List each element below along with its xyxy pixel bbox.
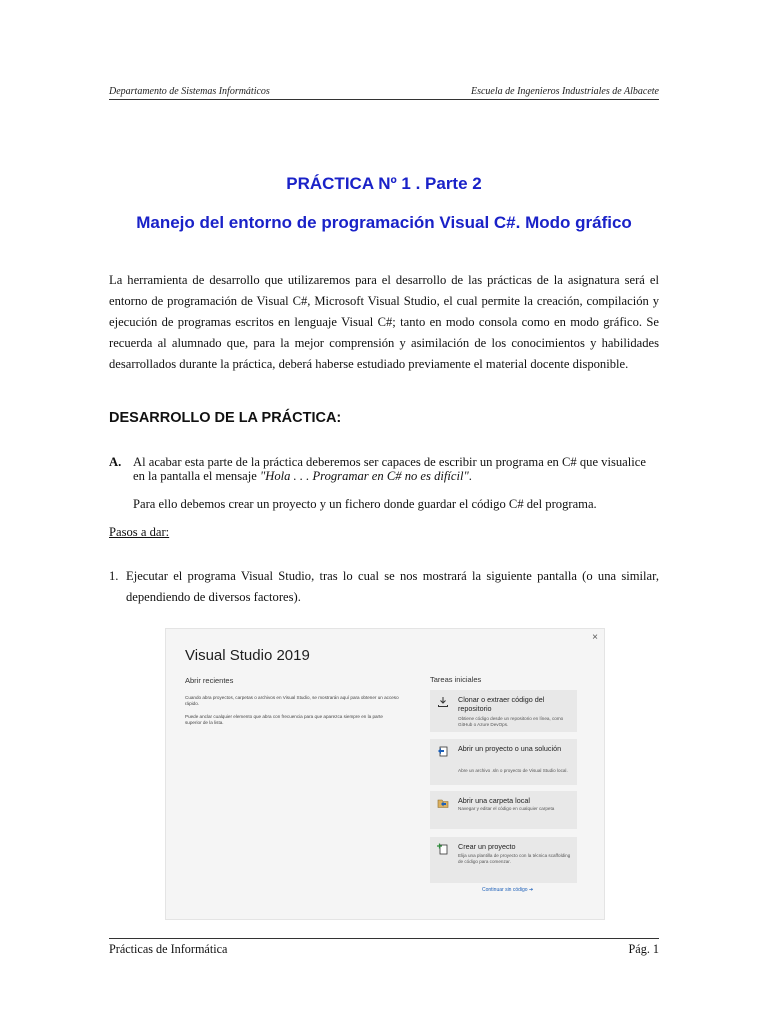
- item-a-body: Al acabar esta parte de la práctica deberemos ser capaces de escribir un programa en C# que visualice en la pantalla el mensaje: [133, 455, 646, 483]
- practice-title: PRÁCTICA Nº 1 . Parte 2: [286, 174, 482, 193]
- card-title: Clonar o extraer código del repositorio: [458, 695, 545, 713]
- item-a-label: A.: [109, 455, 122, 469]
- header-department: Departamento de Sistemas Informáticos: [109, 86, 270, 97]
- create-project-card[interactable]: [430, 837, 577, 883]
- clone-icon: [437, 696, 449, 708]
- page-header: [109, 86, 659, 100]
- steps-heading: Pasos a dar:: [109, 525, 170, 539]
- card-description: Navegar y editar el código en cualquier carpeta: [458, 806, 555, 811]
- card-title: Abrir un proyecto o una solución: [458, 744, 562, 753]
- open-project-icon: [437, 745, 449, 757]
- step-1-text: Ejecutar el programa Visual Studio, tras lo cual se nos mostrará la siguiente pantalla (o una similar, dependiendo de diversos factores).: [126, 569, 659, 604]
- vs-window-title: Visual Studio 2019: [185, 647, 310, 664]
- page-footer: [109, 938, 659, 957]
- recent-description-1: Cuando abra proyectos, carpetas o archivos en Visual Studio, se mostrarán aquí para obtener un acceso rápido.: [185, 695, 399, 706]
- folder-icon: [437, 797, 449, 809]
- visual-studio-start-window: [165, 628, 605, 920]
- item-a-note: Para ello debemos crear un proyecto y un fichero donde guardar el código C# del programa.: [133, 497, 597, 511]
- card-description: Obtiene código desde un repositorio en línea, como GitHub o Azure DevOps.: [458, 716, 564, 727]
- item-a-end: .: [468, 469, 472, 483]
- card-title: Crear un proyecto: [458, 842, 516, 851]
- tasks-heading: Tareas iniciales: [430, 675, 482, 684]
- recent-description-2: Puede anclar cualquier elemento que abra con frecuencia para que aparezca siempre en la parte superior de la lista.: [185, 714, 383, 725]
- page-number: Pág. 1: [628, 942, 659, 956]
- header-school: Escuela de Ingenieros Industriales de Albacete: [470, 86, 659, 97]
- practice-subtitle: Manejo del entorno de programación Visual C#. Modo gráfico: [136, 213, 632, 232]
- new-project-icon: [437, 843, 449, 855]
- footer-course: Prácticas de Informática: [109, 942, 228, 956]
- open-project-card[interactable]: [430, 739, 577, 785]
- section-heading: DESARROLLO DE LA PRÁCTICA:: [109, 410, 342, 426]
- card-description: Elija una plantilla de proyecto con la técnica scaffolding de código para comenzar.: [458, 853, 571, 864]
- intro-paragraph: La herramienta de desarrollo que utilizaremos para el desarrollo de las prácticas de la asignatura será el entorno de programación de Visual C#, Microsoft Visual Studio, el cual permite la creación, compilación y ejecución de programas escritos en lenguaje Visual C#; tanto en modo consola como en modo gráfico. Se recuerda al alumnado que, para la mejor comprensión y asimilación de los conocimientos y habilidades desarrollados durante la práctica, deberá haberse estudiado previamente el material docente disponible.: [109, 273, 659, 371]
- card-title: Abrir una carpeta local: [458, 796, 530, 805]
- continue-without-code-link[interactable]: Continuar sin código ➔: [482, 887, 534, 893]
- recent-heading: Abrir recientes: [185, 676, 234, 685]
- close-icon[interactable]: ×: [592, 632, 598, 643]
- open-folder-card[interactable]: [430, 791, 577, 829]
- step-1-number: 1.: [109, 569, 119, 583]
- item-a-text: [133, 455, 653, 483]
- clone-repo-card[interactable]: [430, 690, 577, 732]
- card-description: Abre un archivo .sln o proyecto de Visual Studio local.: [458, 768, 568, 773]
- item-a-quote: "Hola . . . Programar en C# no es difícil": [259, 469, 469, 483]
